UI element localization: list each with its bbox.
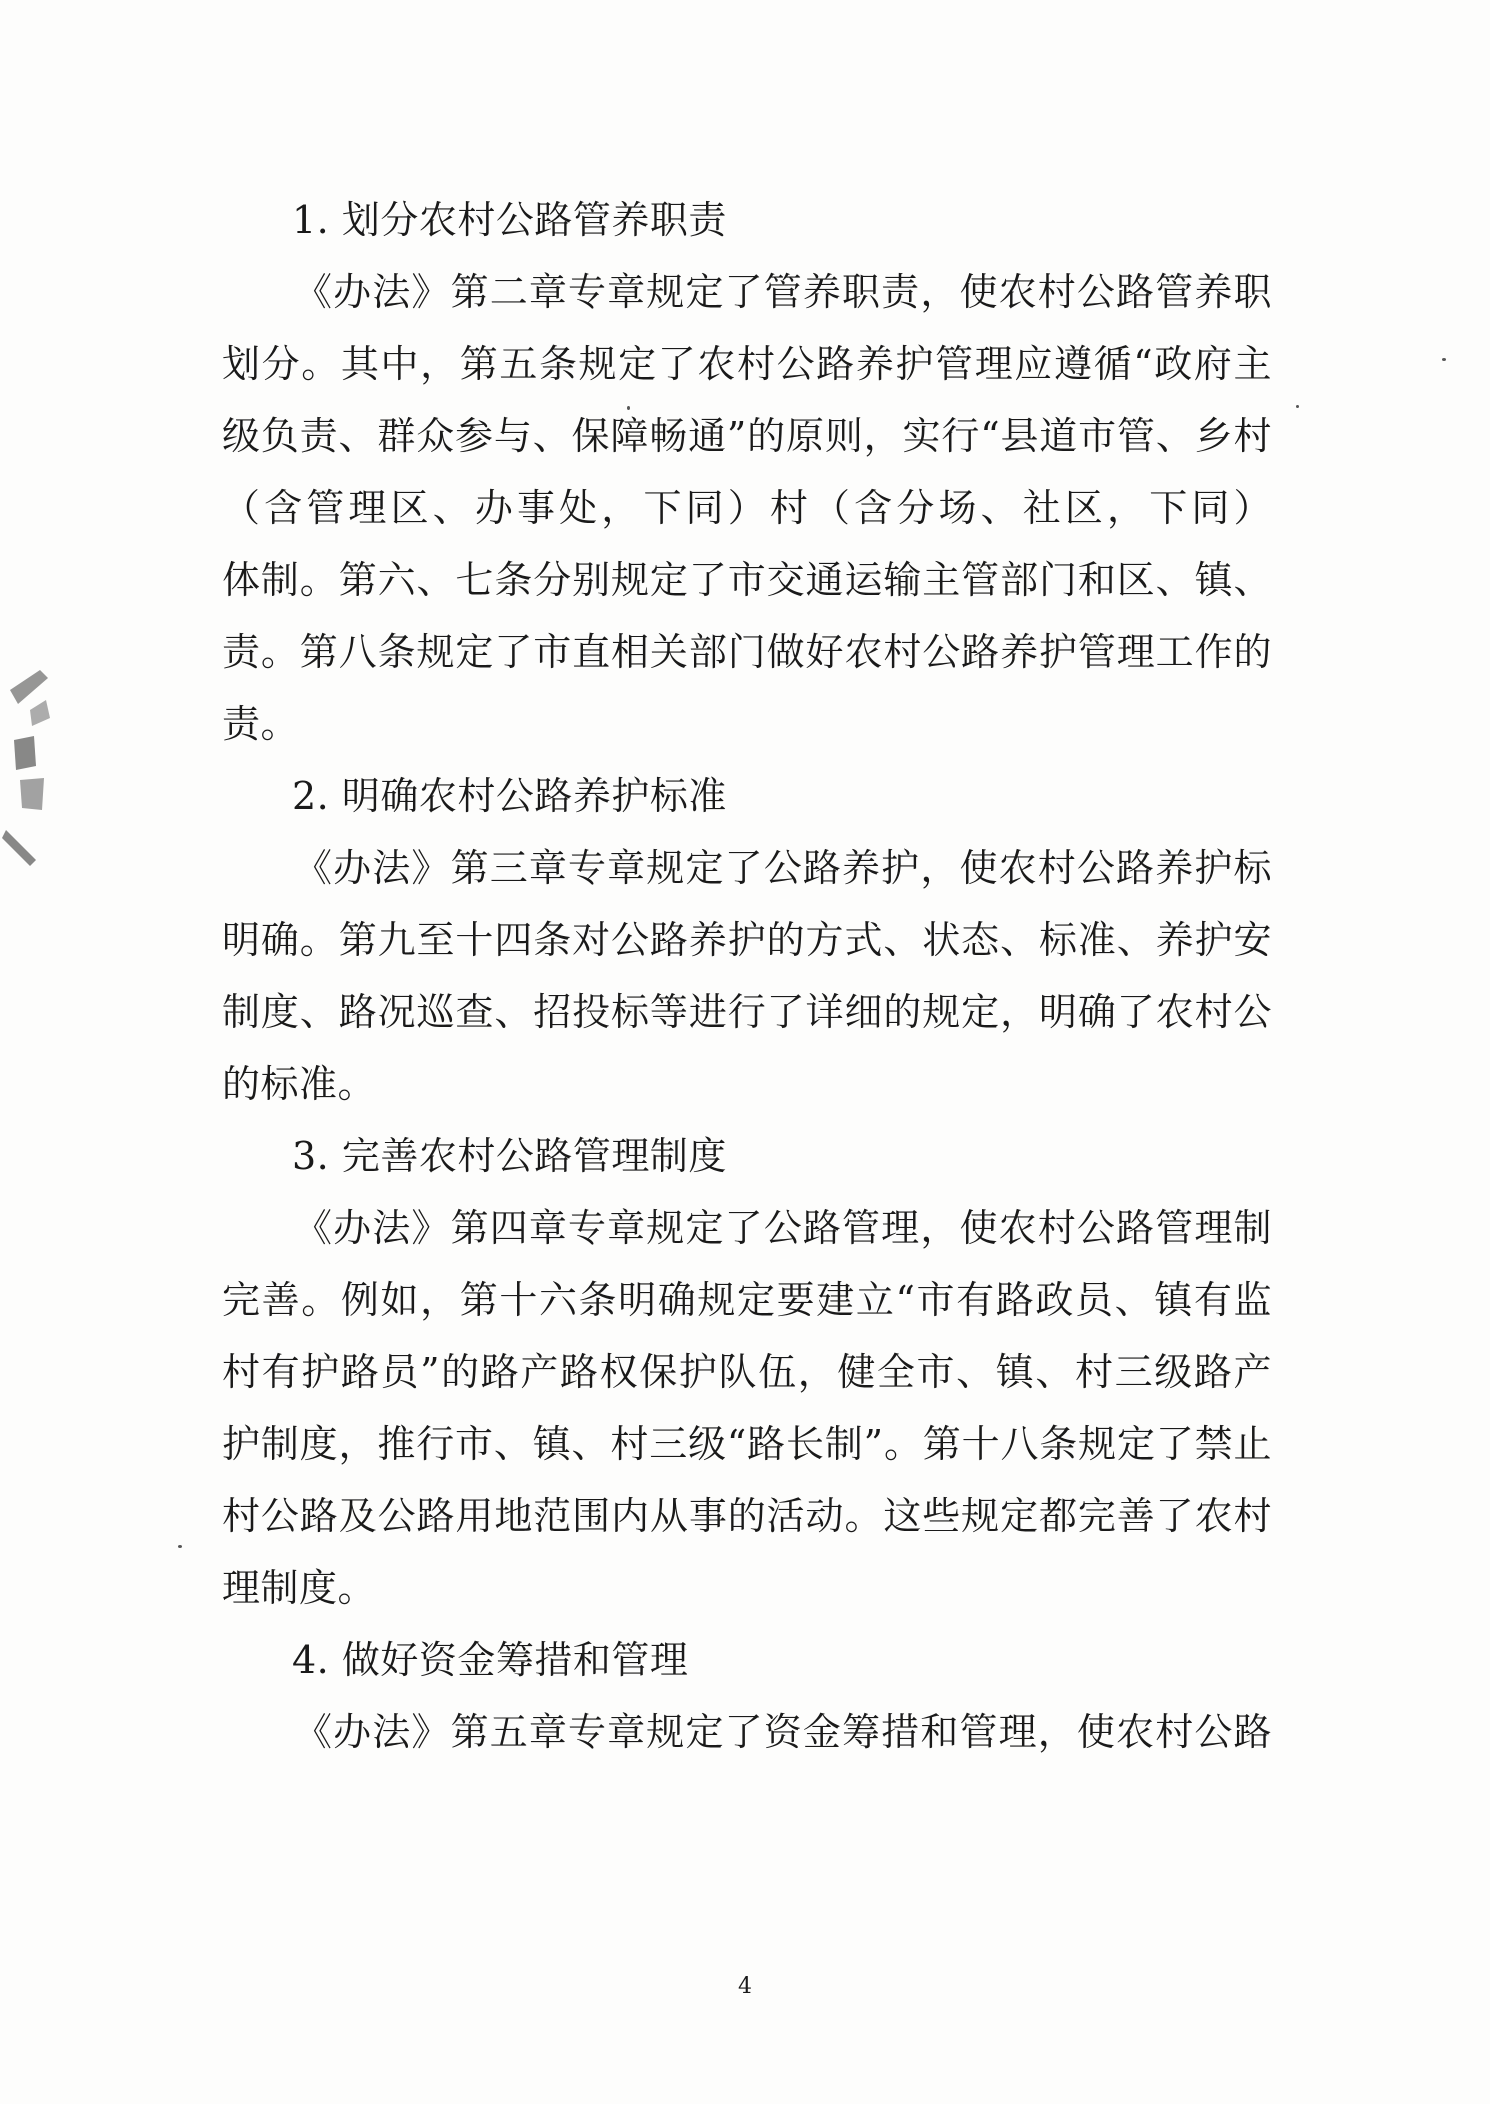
paragraph-line: 的标准。	[222, 1062, 377, 1106]
scan-speck	[1296, 405, 1299, 408]
paragraph-line: 村公路及公路用地范围内从事的活动。这些规定都完善了农村	[222, 1494, 1272, 1538]
section-heading: 1. 划分农村公路管养职责	[292, 198, 727, 242]
paragraph-line: 《办法》第三章专章规定了公路养护，使农村公路养护标	[294, 846, 1272, 890]
paragraph-line: 责。第八条规定了市直相关部门做好农村公路养护管理工作的	[222, 630, 1272, 674]
document-body	[222, 184, 1272, 1768]
scan-speck	[1442, 358, 1446, 361]
paragraph-line: 明确。第九至十四条对公路养护的方式、状态、标准、养护安	[222, 918, 1272, 962]
paragraph-line: 完善。例如，第十六条明确规定要建立“市有路政员、镇有监	[222, 1278, 1272, 1322]
paragraph-line: 《办法》第二章专章规定了管养职责，使农村公路管养职	[294, 270, 1272, 314]
paragraph-line: 护制度，推行市、镇、村三级“路长制”。第十八条规定了禁止	[222, 1422, 1272, 1466]
section-heading: 3. 完善农村公路管理制度	[292, 1134, 727, 1178]
paragraph-line: 制度、路况巡查、招投标等进行了详细的规定，明确了农村公	[222, 990, 1272, 1034]
paragraph-line: 《办法》第五章专章规定了资金筹措和管理，使农村公路	[294, 1710, 1272, 1754]
section-heading: 4. 做好资金筹措和管理	[292, 1638, 689, 1682]
paragraph-line: （含管理区、办事处，下同）村（含分场、社区，下同）	[222, 486, 1272, 530]
section-heading: 2. 明确农村公路养护标准	[292, 774, 727, 818]
paragraph-line: 划分。其中，第五条规定了农村公路养护管理应遵循“政府主	[222, 342, 1272, 386]
page-number: 4	[738, 1974, 752, 1999]
scan-speck	[178, 1545, 182, 1548]
paragraph-line: 理制度。	[222, 1566, 377, 1610]
paragraph-line: 《办法》第四章专章规定了公路管理，使农村公路管理制	[294, 1206, 1272, 1250]
stamp-fragment-artifact	[0, 670, 60, 920]
paragraph-line: 责。	[222, 702, 300, 746]
paragraph-line: 级负责、群众参与、保障畅通”的原则，实行“县道市管、乡村	[222, 414, 1272, 458]
paragraph-line: 体制。第六、七条分别规定了市交通运输主管部门和区、镇、	[222, 558, 1272, 602]
paragraph-line: 村有护路员”的路产路权保护队伍，健全市、镇、村三级路产	[222, 1350, 1272, 1394]
